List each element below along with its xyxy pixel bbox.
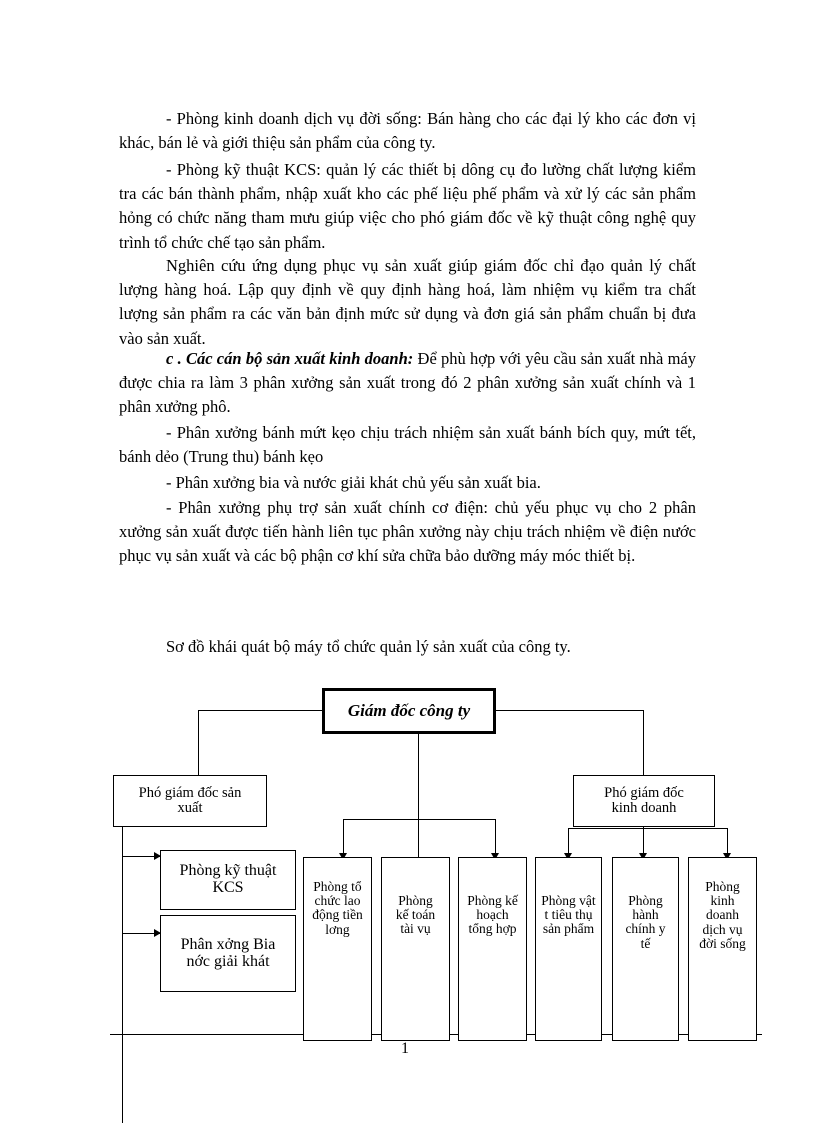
- connector-line: [343, 819, 496, 820]
- paragraph-text: Để phù hợp với yêu cầu sản xuất nhà máy được chia ra làm 3 phân xưởng sản xuất trong đó 2 phân xưởng sản xuất chính và 1 phân xưởng phô.: [119, 349, 696, 417]
- connector-line: [495, 819, 496, 857]
- connector-line: [343, 819, 344, 857]
- paragraph-text: - Phân xưởng phụ trợ sản xuất chính cơ điện: chủ yếu phục vụ cho 2 phân xưởng sản xuất được tiến hành liên tục phân xưởng này chịu trách nhiệm về điện nước phục vụ sản xuất và các bộ phận cơ khí sửa chữa bảo dưỡng máy móc thiết bị.: [119, 498, 696, 566]
- paragraph: [119, 254, 696, 351]
- beer-workshop-box: [160, 915, 296, 992]
- connector-line: [198, 710, 322, 711]
- deputy-business-label: Phó giám đốc kinh doanh: [604, 784, 684, 816]
- paragraph: [119, 158, 696, 255]
- department-box: [535, 857, 602, 1041]
- department-box: [688, 857, 757, 1041]
- director-label: Giám đốc công ty: [347, 701, 471, 721]
- paragraph: [119, 107, 696, 155]
- deputy-production-label: Phó giám đốc sản xuất: [138, 784, 242, 816]
- paragraph: [119, 496, 696, 569]
- department-label: Phòng kế hoạch tổng hợp: [467, 893, 518, 937]
- department-box: [612, 857, 679, 1041]
- department-label: Phòng tổ chức lao động tiền lơng: [312, 879, 363, 937]
- paragraph-text: - Phân xưởng bia và nước giải khát chủ yếu sản xuất bia.: [166, 473, 541, 492]
- paragraph-text: Nghiên cứu ứng dụng phục vụ sản xuất giúp giám đốc chỉ đạo quản lý chất lượng hàng hoá. Lập quy định về quy định hàng hoá, làm nhiệm vụ kiểm tra chất lượng sản phẩm ra các văn bản định mức sử dụng và đơn giá sản phẩm chuẩn bị đưa vào sản xuất.: [119, 256, 696, 348]
- department-box: [303, 857, 372, 1041]
- department-box: [458, 857, 527, 1041]
- department-label: Phòng kế toán tài vụ: [395, 893, 436, 937]
- paragraph: [119, 347, 696, 420]
- paragraph-lead: c . Các cán bộ sản xuất kinh doanh:: [166, 349, 414, 368]
- department-box: [381, 857, 450, 1041]
- connector-line: [568, 828, 728, 829]
- paragraph: [119, 471, 696, 495]
- department-label: Phòng hành chính y tế: [625, 893, 666, 951]
- department-label: Phòng kinh doanh dịch vụ đời sống: [699, 879, 746, 951]
- beer-workshop-label: Phân xởng Bia nớc giải khát: [180, 935, 276, 970]
- deputy-business-box: [573, 775, 715, 827]
- connector-line: [496, 710, 644, 711]
- kcs-box: [160, 850, 296, 910]
- connector-line: [122, 811, 123, 1123]
- page-number: 1: [401, 1040, 409, 1057]
- paragraph-text: - Phòng kỹ thuật KCS: quản lý các thiết bị dông cụ đo lường chất lượng kiểm tra các bán thành phẩm, nhập xuất kho các phế liệu phế phẩm và xử lý các sản phẩm hỏng có chức năng tham mưu giúp việc cho phó giám đốc về kỹ thuật công nghệ quy trình tổ chức chế tạo sản phẩm.: [119, 160, 696, 252]
- kcs-label: Phòng kỹ thuật KCS: [179, 862, 277, 896]
- director-box: [322, 688, 496, 734]
- paragraph-text: - Phân xưởng bánh mứt kẹo chịu trách nhiệm sản xuất bánh bích quy, mứt tết, bánh dẻo (Trung thu) bánh kẹo: [119, 423, 696, 467]
- department-label: Phòng vật t tiêu thụ sản phẩm: [541, 893, 596, 937]
- deputy-production-box: [113, 775, 267, 827]
- diagram-caption: Sơ đồ khái quát bộ máy tổ chức quản lý sản xuất của công ty.: [166, 637, 571, 656]
- paragraph: [119, 421, 696, 469]
- paragraph-text: - Phòng kinh doanh dịch vụ đời sống: Bán hàng cho các đại lý kho các đơn vị khác, bán lẻ và giới thiệu sản phẩm của công ty.: [119, 109, 696, 153]
